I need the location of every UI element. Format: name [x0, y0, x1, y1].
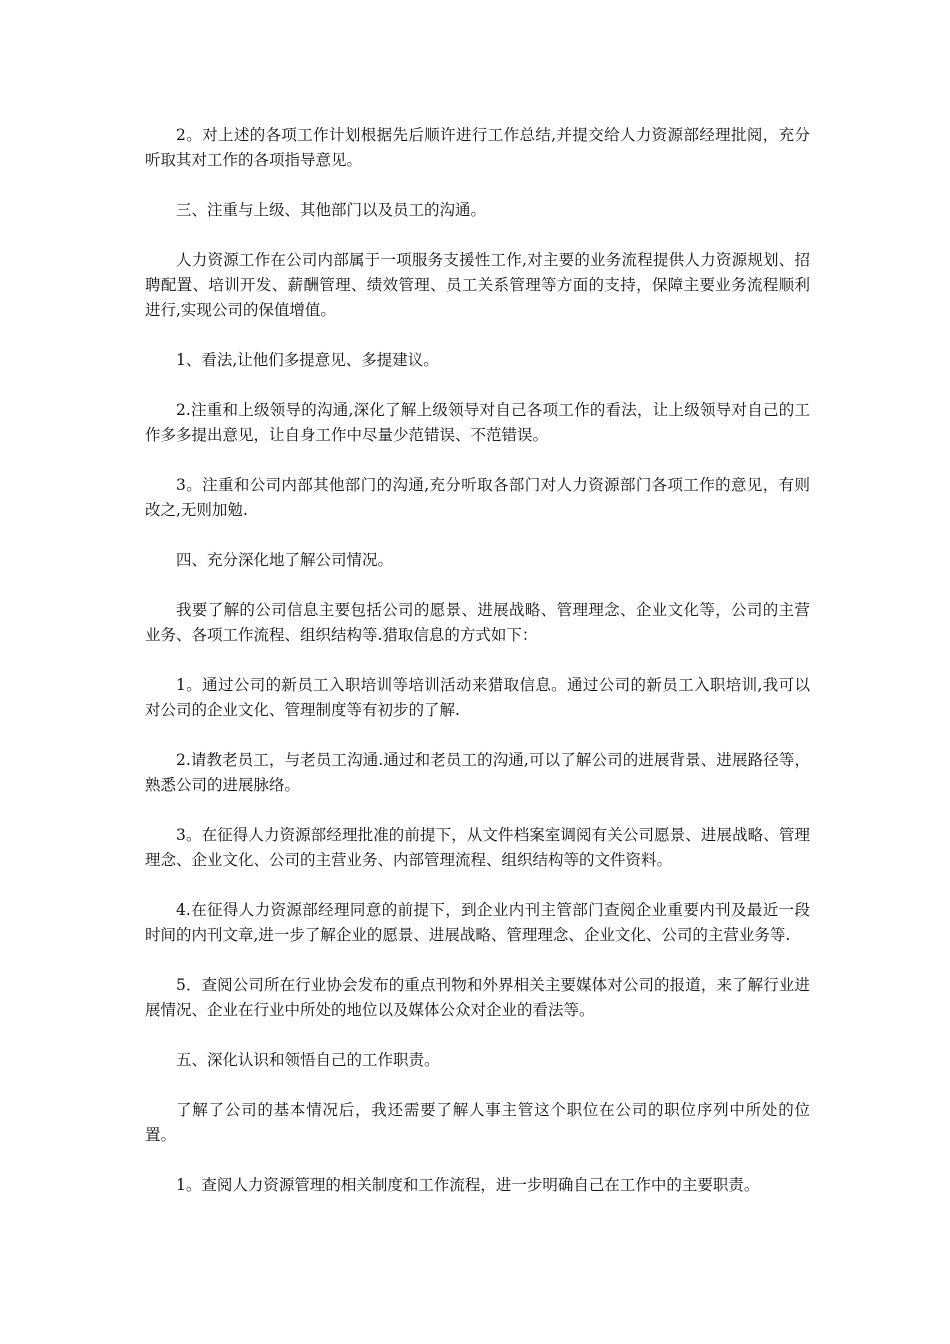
- heading-job-duties: 五、深化认识和领悟自己的工作职责。: [176, 1051, 440, 1069]
- heading-company-understanding: 四、充分深化地了解公司情况。: [176, 551, 394, 569]
- paragraph-hr-support: 人力资源工作在公司内部属于一项服务支援性工作,对主要的业务流程提供人力资源规划、招聘配置、培训开发、薪酬管理、绩效管理、员工关系管理等方面的支持，保障主要业务流程顺利进行,实现公司的保值增值。: [145, 251, 810, 319]
- paragraph-internal-publications: 4.在征得人力资源部经理同意的前提下，到企业内刊主管部门查阅企业重要内刊及最近一段时间的内刊文章,进一步了解企业的愿景、进展战略、管理理念、企业文化、公司的主营业务等.: [145, 901, 810, 944]
- paragraph-department-communication: 3。注重和公司内部其他部门的沟通,充分听取各部门对人力资源部门各项工作的意见，有则改之,无则加勉.: [145, 476, 810, 519]
- paragraph-orientation-training: 1。通过公司的新员工入职培训等培训活动来猎取信息。通过公司的新员工入职培训,我可以对公司的企业文化、管理制度等有初步的了解.: [145, 676, 810, 719]
- document-body: [145, 123, 810, 1223]
- paragraph-archive-documents: 3。在征得人力资源部经理批准的前提下，从文件档案室调阅有关公司愿景、进展战略、管理理念、企业文化、公司的主营业务、内部管理流程、组织结构等的文件资料。: [145, 826, 810, 869]
- paragraph-position-sequence: 了解了公司的基本情况后，我还需要了解人事主管这个职位在公司的职位序列中所处的位置。: [145, 1101, 810, 1144]
- paragraph-opinions: 1、看法,让他们多提意见、多提建议。: [176, 351, 439, 369]
- paragraph-superior-communication: 2.注重和上级领导的沟通,深化了解上级领导对自己各项工作的看法，让上级领导对自己的工作多多提出意见，让自身工作中尽量少范错误、不范错误。: [145, 401, 810, 444]
- paragraph-review-plan: 2。对上述的各项工作计划根据先后顺许进行工作总结,并提交给人力资源部经理批阅，充分听取其对工作的各项指导意见。: [145, 126, 810, 169]
- paragraph-senior-staff: 2.请教老员工，与老员工沟通.通过和老员工的沟通,可以了解公司的进展背景、进展路径等，熟悉公司的进展脉络。: [145, 751, 810, 794]
- paragraph-industry-media: 5．查阅公司所在行业协会发布的重点刊物和外界相关主要媒体对公司的报道，来了解行业进展情况、企业在行业中所处的地位以及媒体公众对企业的看法等。: [145, 976, 810, 1019]
- heading-communication: 三、注重与上级、其他部门以及员工的沟通。: [176, 201, 487, 219]
- paragraph-hr-policies: 1。查阅人力资源管理的相关制度和工作流程，进一步明确自己在工作中的主要职责。: [176, 1176, 760, 1194]
- paragraph-company-info: 我要了解的公司信息主要包括公司的愿景、进展战略、管理理念、企业文化等，公司的主营业务、各项工作流程、组织结构等.猎取信息的方式如下：: [145, 601, 810, 644]
